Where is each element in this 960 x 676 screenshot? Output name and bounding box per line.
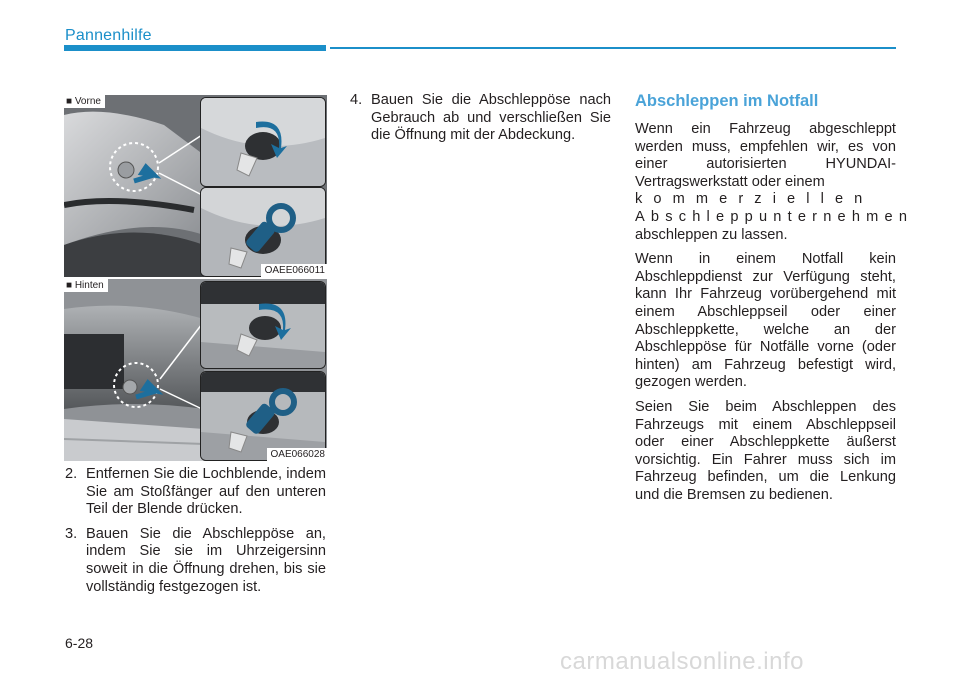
step-3 (65, 526, 326, 596)
figure-front-tow-hook (64, 95, 327, 277)
page-number: 6-28 (65, 635, 94, 651)
step-text: Entfernen Sie die Lochblende, indem Sie am Stoßfänger auf den unteren Teil der Blende drücken. (86, 466, 326, 518)
step-4 (350, 92, 611, 145)
paragraph-3: Seien Sie beim Abschleppen des Fahrzeugs mit einem Abschleppseil oder einer Abschleppkette äußerst vorsichtig. Ein Fahrer muss sich im Fahrzeug befinden, um die Lenkung und die Bremsen zu bedienen. (635, 398, 896, 503)
figure-tag-rear: ■ Hinten (64, 279, 108, 292)
step-number: 3. (65, 525, 78, 542)
steps-left (65, 466, 326, 603)
paragraph-1-spread-1: kommerziellen (635, 191, 874, 208)
paragraph-1 (635, 121, 896, 191)
paragraph-1-text: Wenn ein Fahrzeug abgeschleppt werden muss, empfehlen wir, es von einer autorisierten HYUNDAI-Vertragswerkstatt oder einem (635, 121, 896, 190)
steps-middle (350, 92, 611, 152)
watermark: carmanualsonline.info (560, 648, 804, 675)
step-number: 2. (65, 466, 78, 482)
section-title: Pannenhilfe (65, 27, 152, 44)
figure-code-rear: OAE066028 (267, 448, 328, 461)
figure-rear-tow-hook (64, 279, 327, 461)
header-bar-thick (64, 45, 326, 51)
step-number: 4. (350, 92, 363, 108)
figure-code-front: OAEE066011 (261, 264, 327, 277)
step-text: Bauen Sie die Abschleppöse an, indem Sie sie im Uhrzeigersinn soweit in die Öffnung drehen, bis sie vollständig festgezogen ist. (86, 525, 326, 595)
section-heading: Abschleppen im Notfall (635, 92, 819, 110)
step-2 (65, 466, 326, 519)
paragraph-2: Wenn in einem Notfall kein Abschleppdienst zur Verfügung steht, kann Ihr Fahrzeug vorübergehend mit einem Abschleppseil oder einer Abschleppkette, welche an der Abschleppöse für Notfälle vorne (oder hinten) am Fahrzeug befestigt wird, gezogen werden. (635, 251, 896, 391)
inset-remove-cover-rear (200, 281, 326, 369)
step-text: Bauen Sie die Abschleppöse nach Gebrauch ab und verschließen Sie die Öffnung mit der Abdeckung. (371, 92, 611, 144)
paragraph-1-spread-2: Abschleppunternehmen (635, 208, 914, 225)
paragraph-1-end: abschleppen zu lassen. (635, 226, 788, 243)
figure-tag-front: ■ Vorne (64, 95, 105, 108)
section-emergency-towing (635, 92, 914, 511)
inset-remove-cover (200, 97, 326, 187)
header-bar-thin (330, 47, 896, 49)
